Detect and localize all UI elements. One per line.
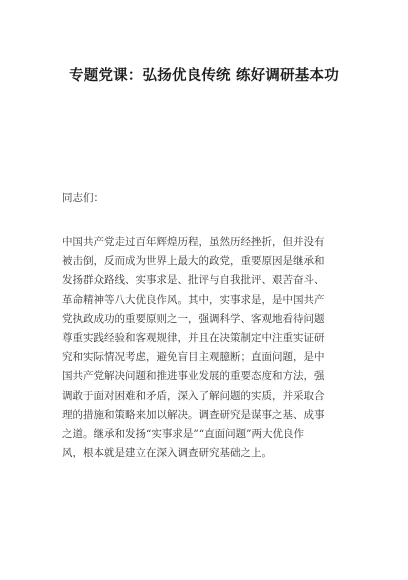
paragraph-line: 究和实际情况考虑，避免盲目主观臆断；直面问题，是中 (62, 351, 325, 364)
paragraph-line: 风，根本就是建立在深入调查研究基础之上。 (62, 447, 272, 460)
body-paragraph (62, 233, 350, 463)
salutation: 同志们： (62, 192, 104, 204)
paragraph-line: 革命精神等八大优良作风。其中，实事求是，是中国共产 (62, 293, 325, 306)
paragraph-line: 理的措施和策略来加以解决。调查研究是谋事之基、成事 (62, 408, 325, 421)
paragraph-line: 被击倒，反而成为世界上最大的政党，重要原因是继承和 (62, 255, 325, 268)
paragraph-line: 调敢于面对困难和矛盾，深入了解问题的实质，并采取合 (62, 389, 325, 402)
paragraph-line: 国共产党解决问题和推进事业发展的重要态度和方法，强 (62, 370, 325, 383)
paragraph-line: 中国共产党走过百年辉煌历程，虽然历经挫折，但并没有 (62, 236, 325, 248)
paragraph-line: 发扬群众路线、实事求是、批评与自我批评、艰苦奋斗、 (62, 274, 325, 287)
paragraph-line: 之道。继承和发扬“实事求是”“直面问题”两大优良作 (62, 427, 304, 440)
document-title: 专题党课：弘扬优良传统 练好调研基本功 (69, 68, 339, 84)
paragraph-line: 尊重实践经验和客观规律，并且在决策制定中注重实证研 (62, 331, 325, 344)
paragraph-line: 党执政成功的重要原则之一，强调科学、客观地看待问题 (62, 312, 325, 325)
